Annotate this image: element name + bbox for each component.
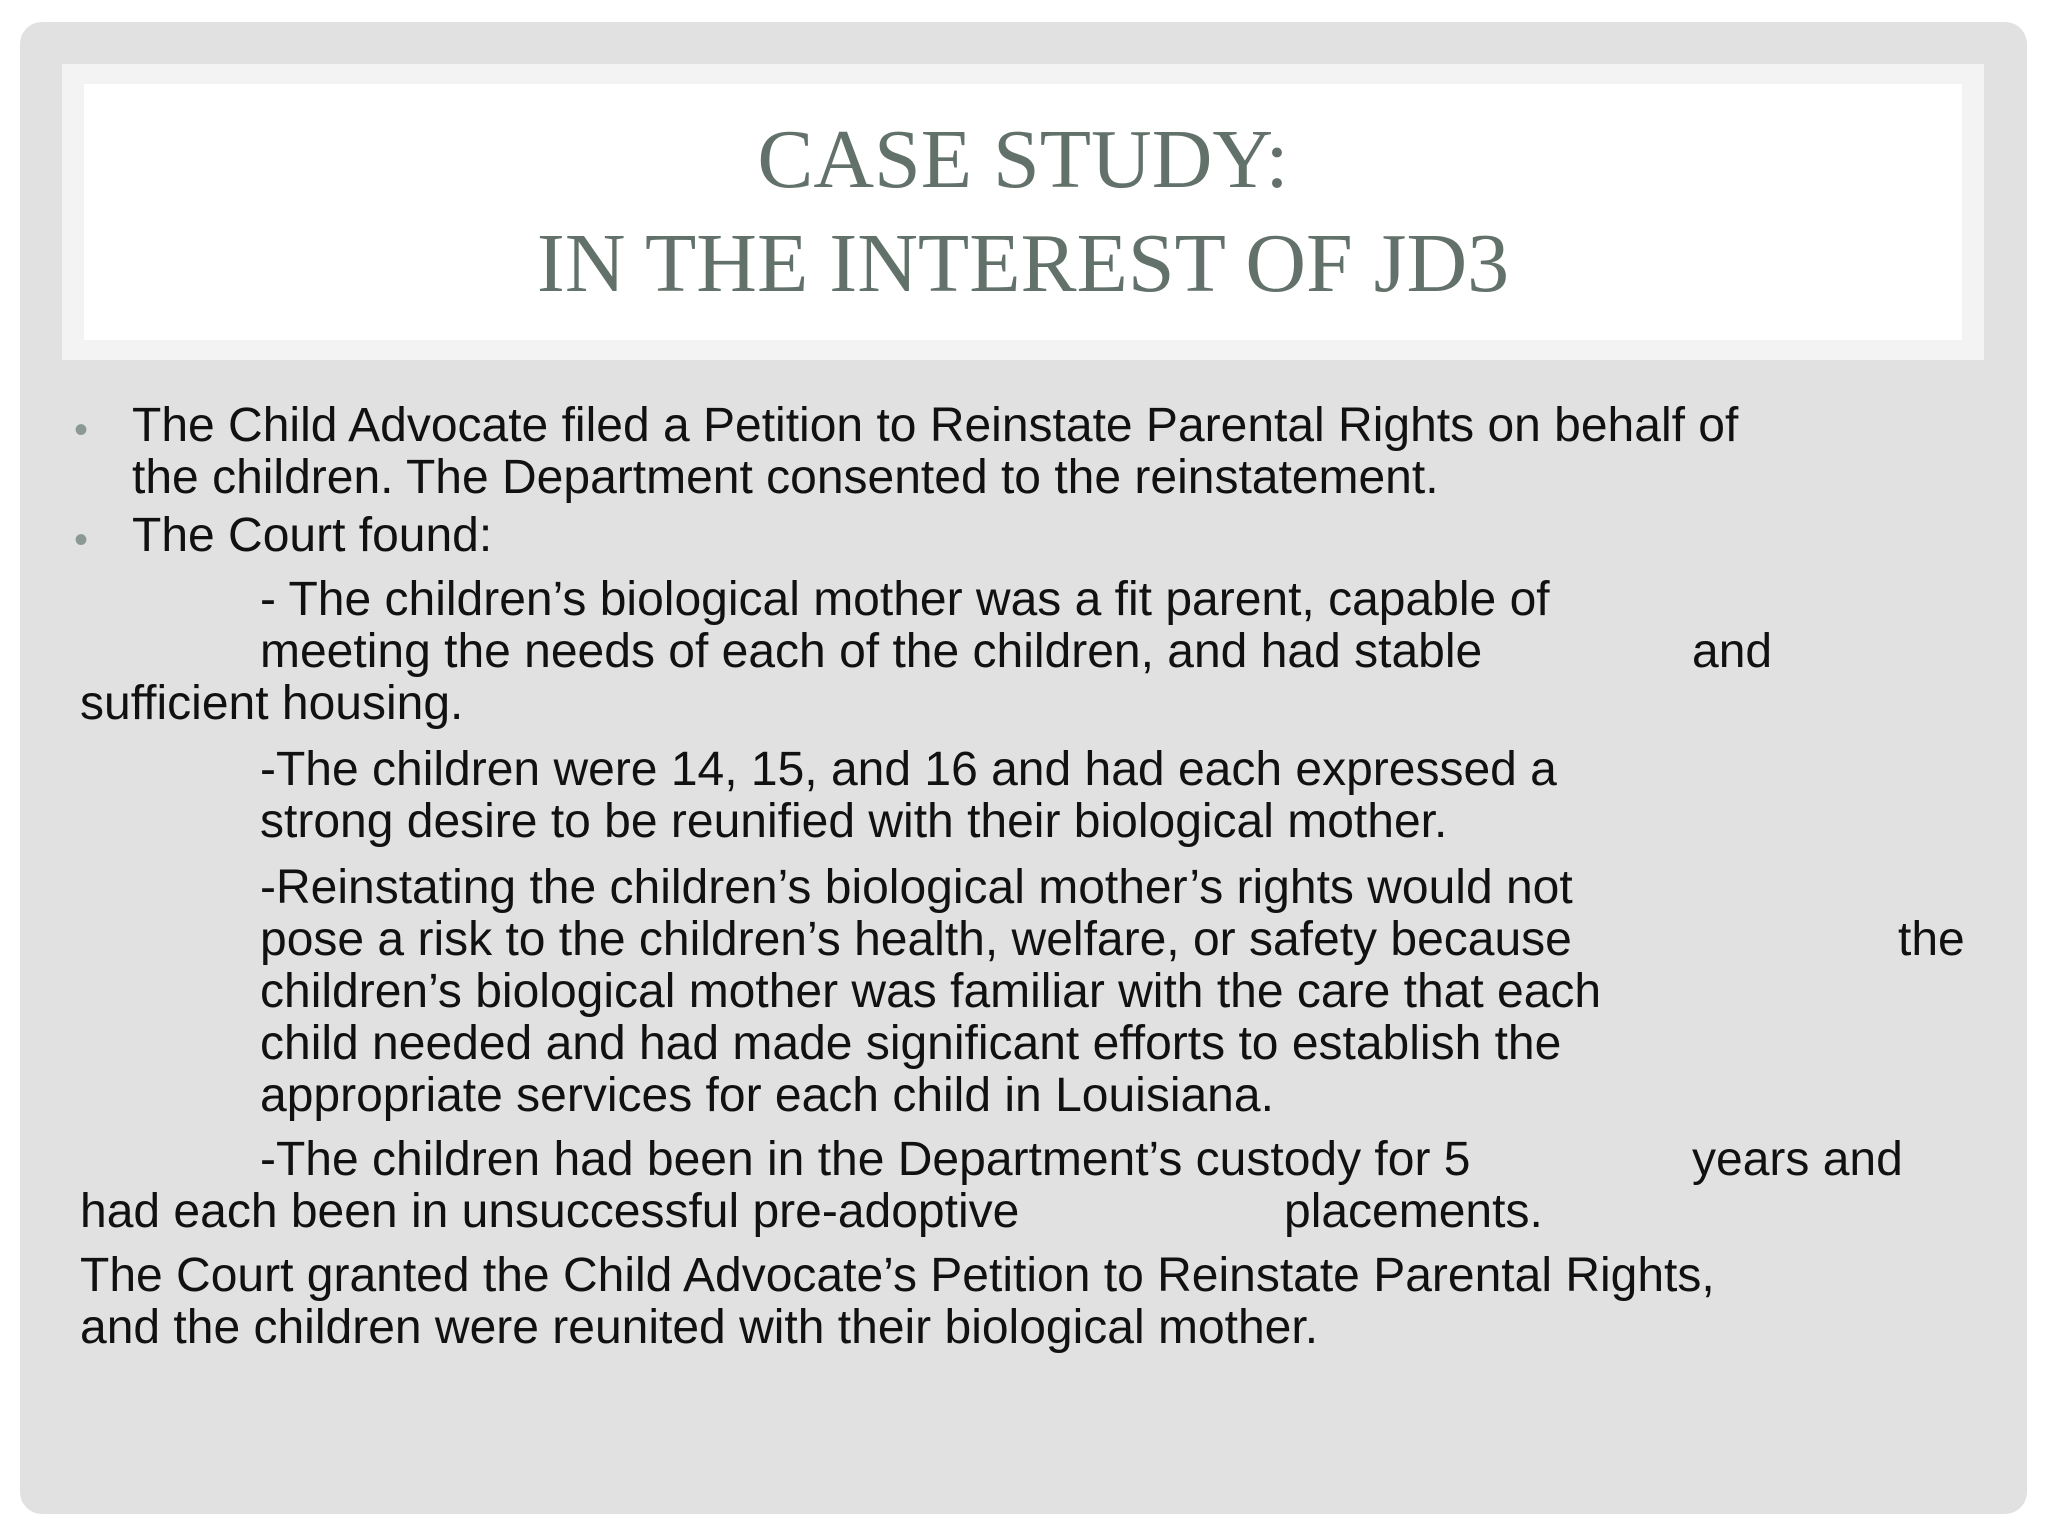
slide (20, 22, 2027, 1514)
finding-text-line: and (1692, 625, 1773, 678)
finding-text-line: appropriate services for each child in Louisiana. (260, 1069, 1274, 1122)
finding-text-line: pose a risk to the children’s health, welfare, or safety because (260, 913, 1572, 966)
finding-text-line: meeting the needs of each of the children, and had stable (260, 625, 1483, 678)
finding-text-line: -Reinstating the children’s biological mother’s rights would not (260, 861, 1573, 914)
finding-text-line: children’s biological mother was familiar with the care that each (260, 965, 1602, 1018)
body-text-line: The Court found: (132, 509, 493, 562)
finding-text-line: years and (1692, 1133, 1903, 1186)
finding-text-line: - The children’s biological mother was a fit parent, capable of (260, 573, 1550, 626)
slide-title-line-1: CASE STUDY: (757, 113, 1289, 206)
finding-text-line: -The children were 14, 15, and 16 and had each expressed a (260, 743, 1557, 796)
finding-text-line: sufficient housing. (80, 677, 464, 730)
body-text-line: the children. The Department consented to the reinstatement. (132, 451, 1439, 504)
finding-text-line: the (1898, 913, 1965, 966)
finding-text-line: placements. (1284, 1185, 1543, 1238)
finding-text-line: -The children had been in the Department’s custody for 5 (260, 1133, 1471, 1186)
finding-text-line: had each been in unsuccessful pre-adoptive (80, 1185, 1020, 1238)
conclusion-text-line: The Court granted the Child Advocate’s Petition to Reinstate Parental Rights, (80, 1249, 1715, 1302)
conclusion-text-line: and the children were reunited with their biological mother. (80, 1301, 1319, 1354)
slide-body (20, 22, 2027, 1514)
slide-title-line-2: IN THE INTEREST OF JD3 (536, 217, 1510, 310)
finding-text-line: child needed and had made significant efforts to establish the (260, 1017, 1562, 1070)
body-text-line: The Child Advocate filed a Petition to Reinstate Parental Rights on behalf of (132, 399, 1739, 452)
finding-text-line: strong desire to be reunified with their biological mother. (260, 795, 1448, 848)
bullet-marker: • (74, 518, 89, 562)
bullet-marker: • (74, 408, 89, 452)
